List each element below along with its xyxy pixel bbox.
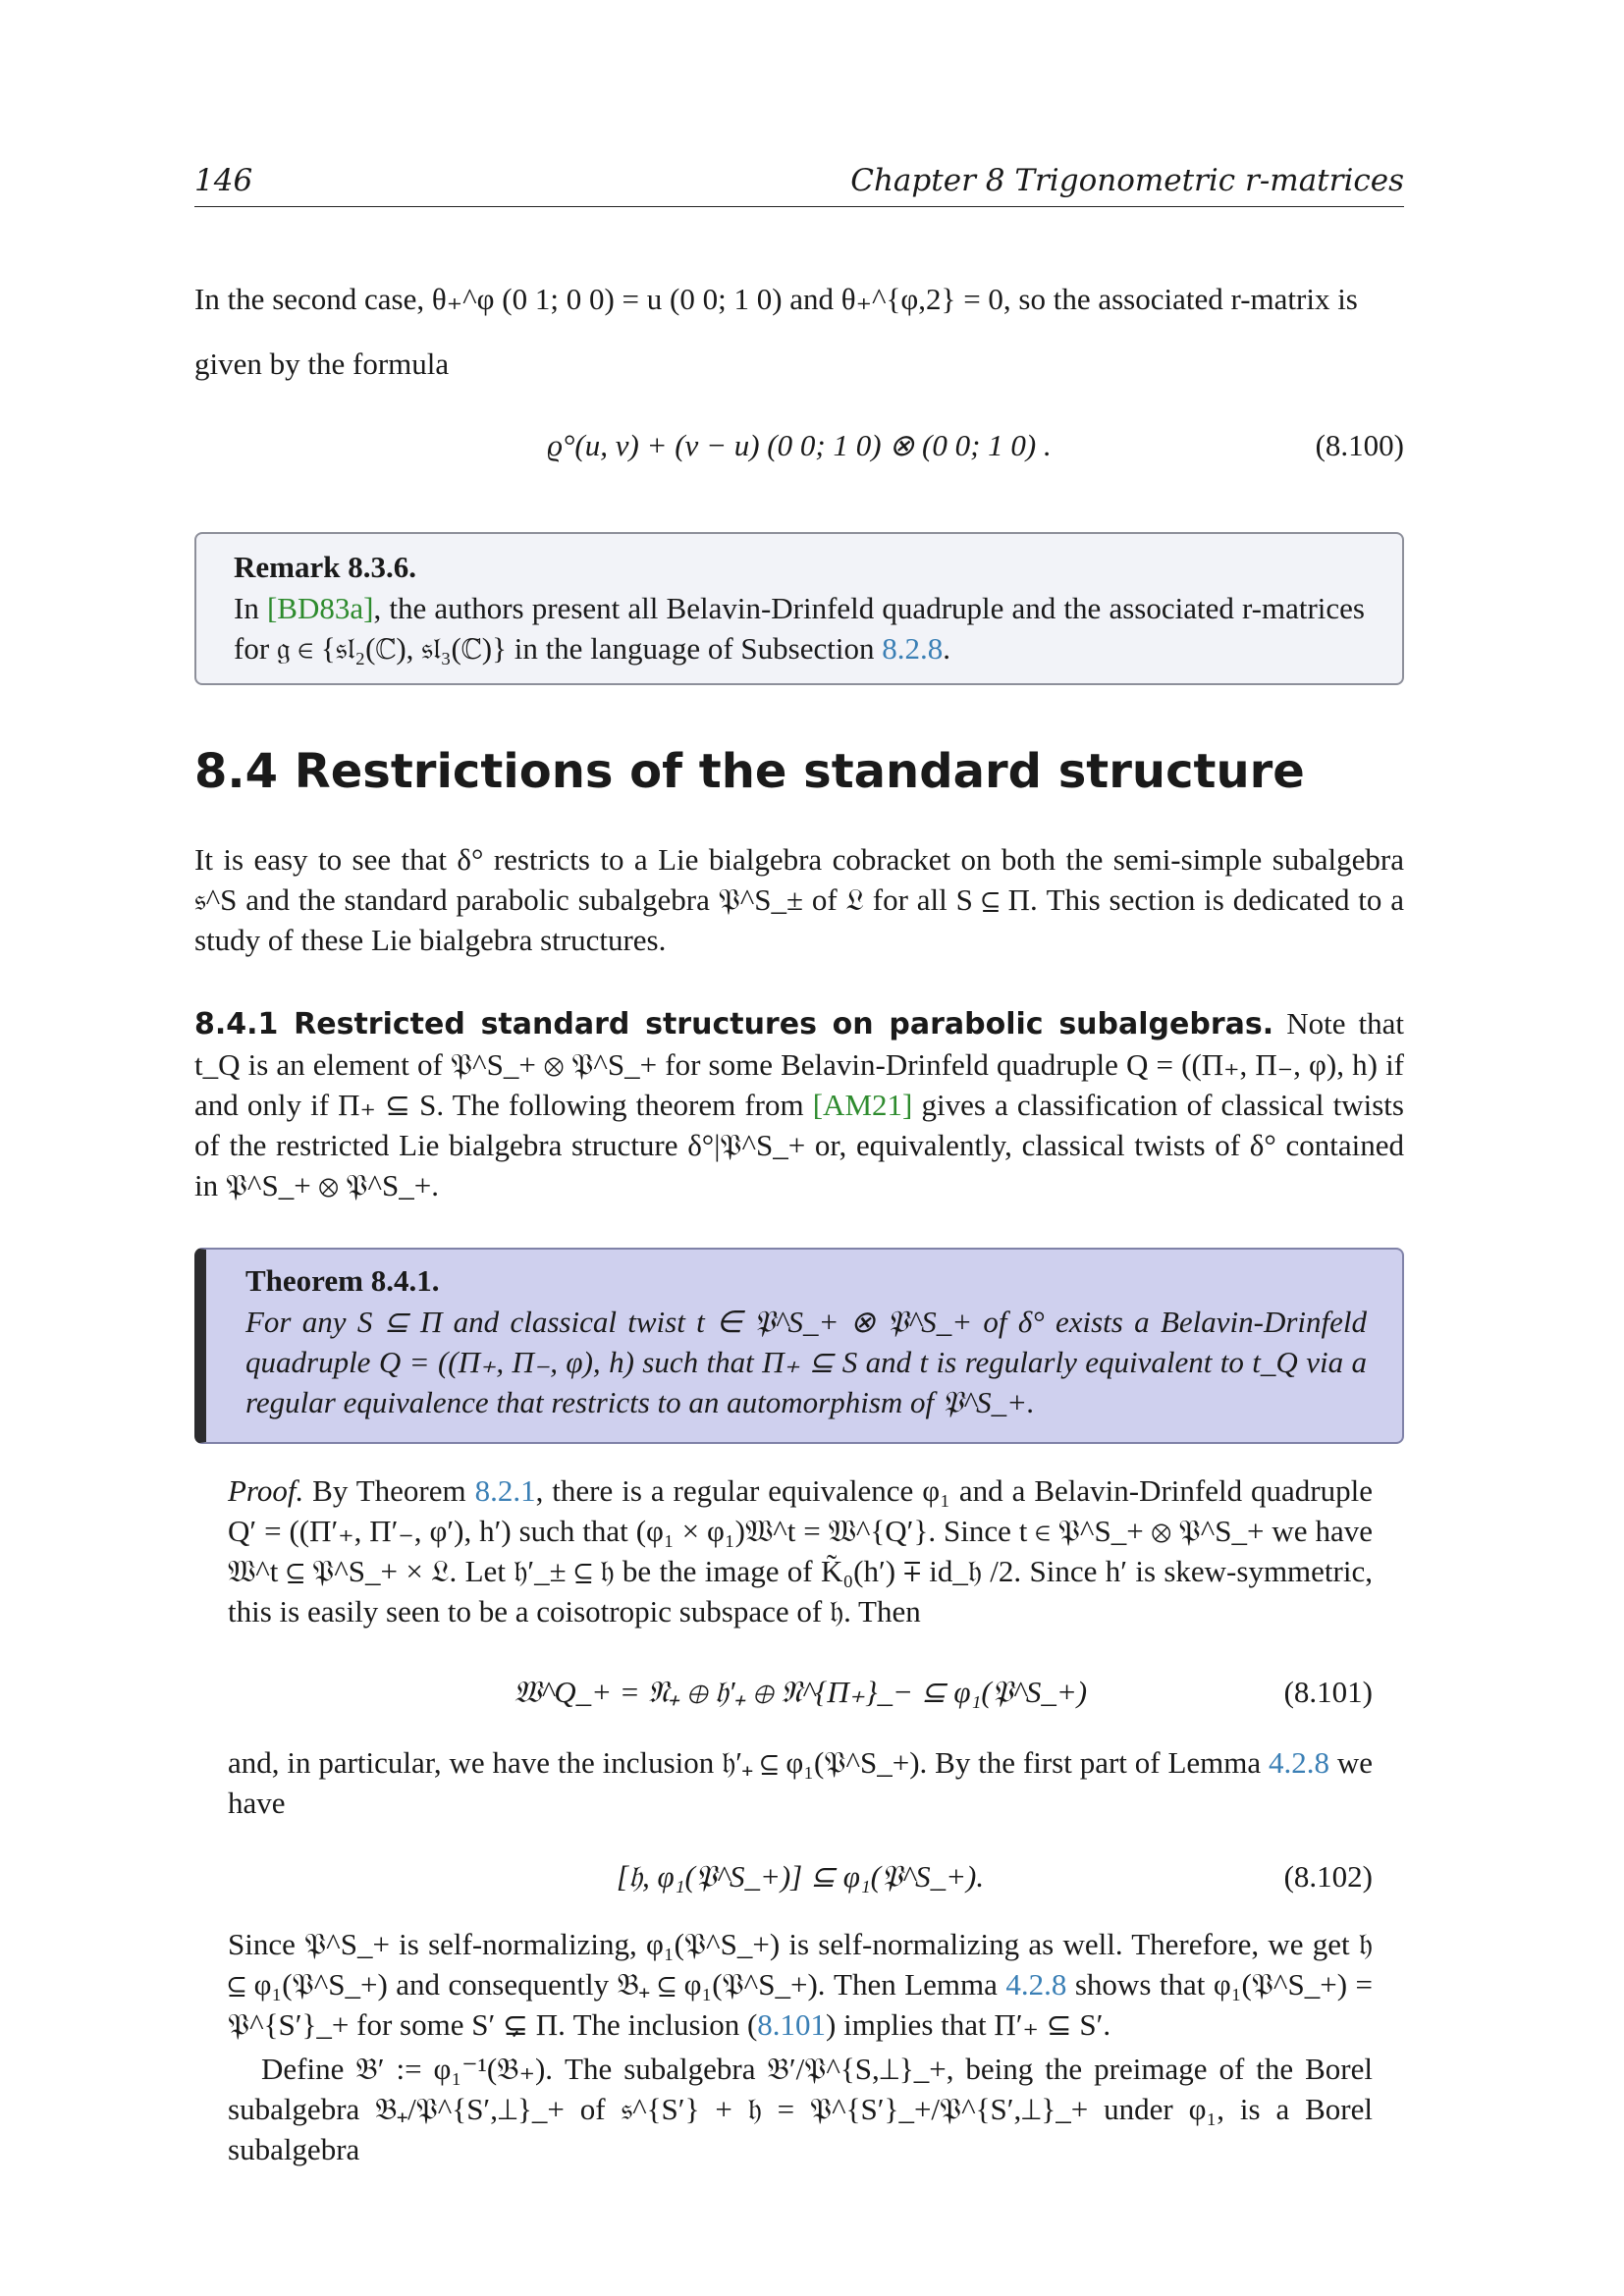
section-paragraph: It is easy to see that δ° restricts to a Lie bialgebra cobracket on both the semi-simple subalgebra 𝔰^S and the standard parabolic subalgebra 𝔓^S_± of 𝔏 for all S ⊆ Π. This section is dedicated to a study of these Lie bialgebra structures. xyxy=(194,842,1404,957)
proof-p3-b: shows that φ₁(𝔓^S_+) = 𝔓^{S′}_+ for some S′ ⊊ Π. The inclusion ( xyxy=(228,1967,1374,2042)
proof-paragraph-4 xyxy=(228,2049,1373,2169)
remark-text-mid: , the authors present all Belavin-Drinfeld quadruple and the associated r-matrices for 𝔤 ∈ {𝔰𝔩₂(ℂ), 𝔰𝔩₃(ℂ)} in the language of Subsection xyxy=(234,591,1365,666)
proof-p3-c: ) implies that Π′₊ ⊆ S′. xyxy=(826,2007,1111,2042)
remark-box xyxy=(194,532,1404,685)
equation-body: [𝔥, φ₁(𝔓^S_+)] ⊆ φ₁(𝔓^S_+). xyxy=(616,1859,985,1894)
proof-p2-b: we have xyxy=(228,1745,1373,1820)
equation-8-102 xyxy=(228,1843,1373,1922)
citation-link-am21[interactable]: [AM21] xyxy=(812,1088,913,1122)
ref-link-8-2-1[interactable]: 8.2.1 xyxy=(474,1473,536,1508)
intro-line-2: given by the formula xyxy=(194,347,450,381)
ref-link-4-2-8-b[interactable]: 4.2.8 xyxy=(1005,1967,1067,2002)
equation-number: (8.102) xyxy=(1283,1859,1373,1894)
page-number: 146 xyxy=(194,163,253,198)
equation-body: ϱ°(u, v) + (v − u) (0 0; 1 0) ⊗ (0 0; 1 0) . xyxy=(547,428,1052,462)
proof-p2-a: and, in particular, we have the inclusion 𝔥′₊ ⊆ φ₁(𝔓^S_+). By the first part of Lemma xyxy=(228,1745,1269,1780)
equation-number: (8.101) xyxy=(1283,1675,1373,1709)
ref-link-8-101[interactable]: 8.101 xyxy=(757,2007,827,2042)
theorem-title: Theorem 8.4.1. xyxy=(245,1263,440,1298)
proof-p3-a: Since 𝔓^S_+ is self-normalizing, φ₁(𝔓^S_+) is self-normalizing as well. Therefore, we get 𝔥 ⊆ φ₁(𝔓^S_+) and consequently 𝔅₊ ⊆ φ₁(𝔓^S_+). Then Lemma xyxy=(228,1927,1373,2002)
proof-p1-b: , there is a regular equivalence φ₁ and a Belavin-Drinfeld quadruple Q′ = ((Π′₊, Π′₋, φ′), h′) such that (φ₁ × φ₁)𝔚^t = 𝔚^{Q′}. Since t ∈ 𝔓^S_+ ⊗ 𝔓^S_+ we have 𝔚^t ⊆ 𝔓^S_+ × 𝔏. Let 𝔥′_± ⊆ 𝔥 be the image of K̃₀(h′) ∓ id_𝔥 /2. Since h′ is skew-symmetric, this is easily seen to be a coisotropic subspace of 𝔥. Then xyxy=(228,1473,1373,1629)
theorem-text: For any S ⊆ Π and classical twist t ∈ 𝔓^S_+ ⊗ 𝔓^S_+ of δ° exists a Belavin-Drinfeld quadruple Q = ((Π₊, Π₋, φ), h) such that Π₊ ⊆ S and t is regularly equivalent to t_Q via a regular equivalence that restricts to an automorphism of 𝔓^S_+. xyxy=(245,1305,1367,1419)
equation-number: (8.100) xyxy=(1315,428,1404,462)
proof-paragraph-2 xyxy=(228,1742,1373,1823)
running-header xyxy=(194,163,1404,207)
theorem-box xyxy=(194,1248,1404,1444)
proof-p4: Define 𝔅′ := φ₁⁻¹(𝔅₊). The subalgebra 𝔅′/𝔓^{S,⊥}_+, being the preimage of the Borel subalgebra 𝔅₊/𝔓^{S′,⊥}_+ of 𝔰^{S′} + 𝔥 = 𝔓^{S′}_+/𝔓^{S′,⊥}_+ under φ₁, is a Borel subalgebra xyxy=(228,2052,1373,2166)
subsection-text-pre: Note that t_Q is an element of 𝔓^S_+ ⊗ 𝔓^S_+ for some Belavin-Drinfeld quadruple Q = ((Π₊, Π₋, φ), h) if and only if Π₊ ⊆ S. The following theorem from xyxy=(194,1006,1404,1122)
chapter-title: Chapter 8 Trigonometric r-matrices xyxy=(850,163,1404,198)
subsection-title: 8.4.1 Restricted standard structures on parabolic subalgebras. xyxy=(194,1007,1274,1041)
ref-link-4-2-8[interactable]: 4.2.8 xyxy=(1268,1745,1329,1780)
intro-line-1: In the second case, θ₊^φ (0 1; 0 0) = u (0 0; 1 0) and θ₊^{φ,2} = 0, so the associated r-matrix is xyxy=(194,282,1358,316)
equation-8-100 xyxy=(194,412,1404,491)
subsection-text-post: gives a classification of classical twists of the restricted Lie bialgebra structure δ°|𝔓^S_+ or, equivalently, classical twists of δ° contained in 𝔓^S_+ ⊗ 𝔓^S_+. xyxy=(194,1088,1404,1202)
remark-text xyxy=(234,588,1365,668)
proof-paragraph-3 xyxy=(228,1924,1373,2045)
equation-body: 𝔚^Q_+ = 𝔑₊ ⊕ 𝔥′₊ ⊕ 𝔑^{Π₊}_− ⊆ φ₁(𝔓^S_+) xyxy=(513,1675,1088,1709)
proof-label: Proof. xyxy=(228,1473,304,1508)
proof-paragraph-1 xyxy=(228,1470,1373,1631)
equation-8-101 xyxy=(228,1659,1373,1737)
remark-text-post: . xyxy=(943,631,950,666)
citation-link-bd83a[interactable]: [BD83a] xyxy=(266,591,374,625)
remark-title: Remark 8.3.6. xyxy=(234,550,416,584)
ref-link-8-2-8[interactable]: 8.2.8 xyxy=(882,631,944,666)
section-title: 8.4 Restrictions of the standard structure xyxy=(194,744,1305,799)
proof-p1-a: By Theorem xyxy=(303,1473,475,1508)
remark-text-pre: In xyxy=(234,591,267,625)
subsection-paragraph xyxy=(194,1003,1404,1205)
